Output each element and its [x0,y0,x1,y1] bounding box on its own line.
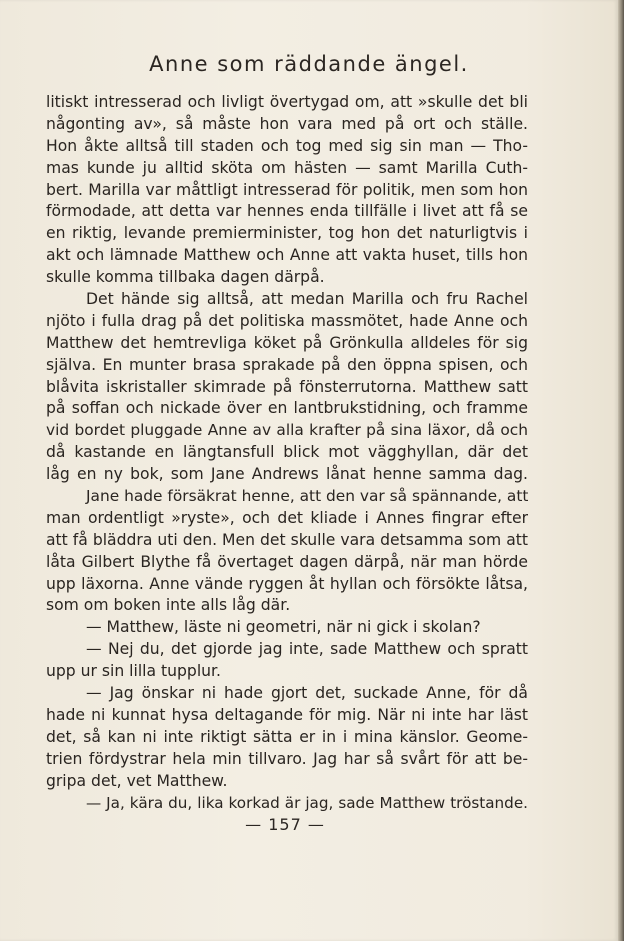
text-line: en riktig, levande premierminister, tog hon det naturligtvis i [46,224,528,243]
text-line: — Jag önskar ni hade gjort det, suckade Anne, för då [86,684,528,703]
text-line: hade ni kunnat hysa deltagande för mig. När ni inte har läst [46,705,528,724]
text-line: akt och lämnade Matthew och Anne att vakta huset, tills hon [46,246,528,265]
text-line: bert. Marilla var måttligt intresserad för politik, men som hon [46,180,528,199]
text-line: man ordentligt »ryste», och det kliade i Annes fingrar efter [46,508,528,527]
text-line: låta Gilbert Blythe få övertaget dagen därpå, när man hörde [46,552,528,571]
text-line: upp läxorna. Anne vände ryggen åt hyllan och försökte låtsa, [46,574,528,593]
text-line: förmodade, att detta var hennes enda tillfälle i livet att få se [46,202,528,221]
text-line: njöto i fulla drag på det politiska massmötet, hade Anne och [46,311,528,330]
text-line: att få bläddra uti den. Men det skulle vara detsamma som att [46,530,528,549]
text-line: gripa det, vet Matthew. [46,771,228,790]
text-line: upp ur sin lilla tupplur. [46,662,221,681]
text-line: då kastande en längtansfull blick mot vägghyllan, där det [46,443,528,462]
text-line: som om boken inte alls låg där. [46,596,291,615]
text-line: — Matthew, läste ni geometri, när ni gick i skolan? [86,618,481,637]
text-line: litiskt intresserad och livligt övertygad om, att »skulle det bli [46,93,528,111]
text-line: det, så kan ni inte riktigt sätta er in i mina känslor. Geome- [46,727,528,746]
text-line: låg en ny bok, som Jane Andrews lånat henne samma dag. [46,465,528,484]
text-line: blåvita iskristaller skimrade på fönsterrutorna. Matthew satt [46,377,528,396]
text-line: vid bordet pluggade Anne av alla krafter på sina läxor, då och [46,421,528,440]
text-line: Matthew det hemtrevliga köket på Grönkulla alldeles för sig [46,333,528,352]
running-head: Anne som räddande ängel. [149,52,469,76]
text-line: Hon åkte alltså till staden och tog med sig sin man — Tho- [46,136,528,155]
text-line: Det hände sig alltså, att medan Marilla och fru Rachel [86,290,528,309]
text-line: Jane hade försäkrat henne, att den var så spännande, att [86,487,528,506]
book-page-edge [618,0,624,941]
page-number: — 157 — [245,815,325,834]
body-text [46,92,528,814]
text-line: trien fördystrar hela min tillvaro. Jag har så svårt för att be- [46,749,528,768]
text-line: själva. En munter brasa sprakade på den öppna spisen, och [46,355,528,374]
text-line: på soffan och nickade över en lantbrukstidning, och framme [46,399,528,418]
text-line: — Ja, kära du, lika korkad är jag, sade Matthew tröstande. [86,793,528,812]
text-line: mas kunde ju alltid sköta om hästen — samt Marilla Cuth- [46,158,528,177]
text-line: skulle komma tillbaka dagen därpå. [46,268,325,287]
text-line: någonting av», så måste hon vara med på ort och ställe. [46,114,528,133]
text-line: — Nej du, det gjorde jag inte, sade Matthew och spratt [86,640,528,659]
